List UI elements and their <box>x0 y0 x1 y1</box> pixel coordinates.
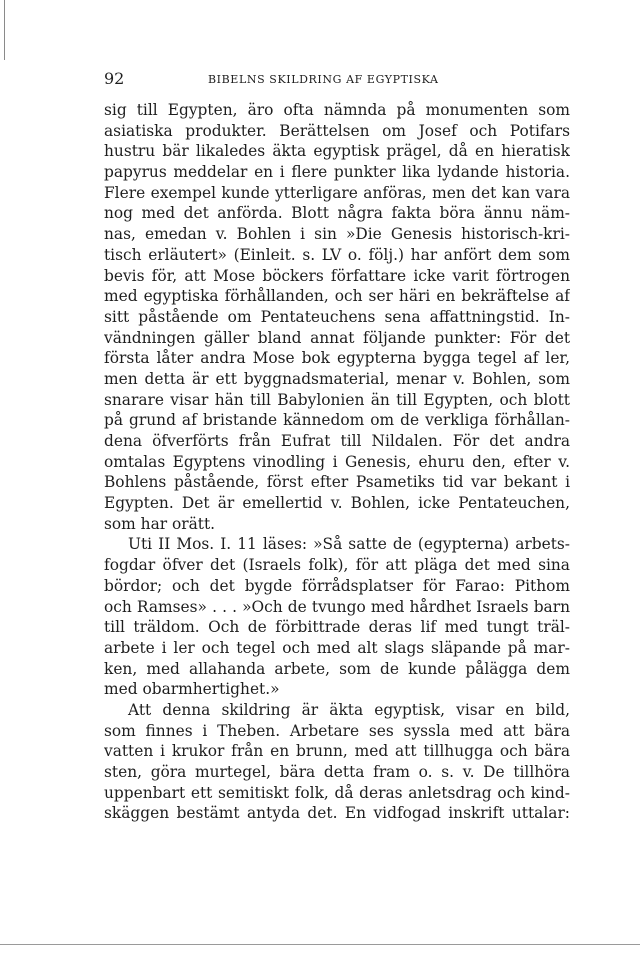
page-number: 92 <box>104 69 125 88</box>
body-text <box>104 100 570 824</box>
text-line: och Ramses» . . . »Och de tvungo med hårdhet Israels barn <box>104 597 570 616</box>
text-line: snarare visar hän till Babylonien än till Egypten, och blott <box>104 390 570 409</box>
text-line: nog med det anförda. Blott några fakta böra ännu näm- <box>104 204 570 223</box>
running-title: BIBELNS SKILDRING AF EGYPTISKA <box>208 73 439 86</box>
text-line: asiatiska produkter. Berättelsen om Josef och Potifars <box>104 121 570 140</box>
text-line: uppenbart ett semitiskt folk, då deras anletsdrag och kind- <box>104 783 570 802</box>
text-line: skäggen bestämt antyda det. En vidfogad inskrift uttalar: <box>104 804 570 823</box>
paragraph-end-line: med obarmhertighet.» <box>104 680 280 699</box>
scan-edge-line <box>4 0 5 60</box>
text-line: till träldom. Och de förbittrade deras lif med tungt träl- <box>104 618 570 637</box>
text-line: Bohlens påstående, först efter Psametiks tid var bekant i <box>104 473 570 492</box>
text-line: tisch erläutert» (Einleit. s. LV o. följ.) har anfört dem som <box>104 245 570 264</box>
text-line: sig till Egypten, äro ofta nämnda på monumenten som <box>104 101 570 119</box>
paragraph-first-line: Att denna skildring är äkta egyptisk, visar en bild, <box>128 700 570 719</box>
text-line: sitt påstående om Pentateuchens sena affattningstid. In- <box>104 307 570 326</box>
text-line: vändningen gäller bland annat följande punkter: För det <box>104 328 570 347</box>
text-line: nas, emedan v. Bohlen i sin »Die Genesis historisch-kri- <box>104 225 570 244</box>
text-line: bevis för, att Mose böckers författare icke varit förtrogen <box>104 266 570 285</box>
text-line: hustru bär likaledes äkta egyptisk prägel, då en hieratisk <box>104 142 570 161</box>
text-line: omtalas Egyptens vinodling i Genesis, ehuru den, efter v. <box>104 452 570 471</box>
text-line: på grund af bristande kännedom om de verkliga förhållan- <box>104 411 570 430</box>
scan-bottom-rule <box>0 944 640 945</box>
text-line: men detta är ett byggnadsmaterial, menar v. Bohlen, som <box>104 369 570 388</box>
text-line: med egyptiska förhållanden, och ser häri en bekräftelse af <box>104 287 570 306</box>
text-line: sten, göra murtegel, bära detta fram o. s. v. De tillhöra <box>104 763 570 781</box>
text-line: ken, med allahanda arbete, som de kunde pålägga dem <box>104 659 570 678</box>
text-line: arbete i ler och tegel och med alt slags släpande på mar- <box>104 638 570 657</box>
text-line: Flere exempel kunde ytterligare anföras, men det kan vara <box>104 183 570 202</box>
text-line: papyrus meddelar en i flere punkter lika lydande historia. <box>104 163 570 182</box>
text-line: Egypten. Det är emellertid v. Bohlen, icke Pentateuchen, <box>104 494 570 513</box>
text-line: bördor; och det bygde förrådsplatser för Farao: Pithom <box>104 576 570 595</box>
text-line: fogdar öfver det (Israels folk), för att pläga det med sina <box>104 556 570 575</box>
text-line: vatten i krukor från en brunn, med att tillhugga och bära <box>104 742 570 761</box>
text-line: dena öfverförts från Eufrat till Nildalen. För det andra <box>104 432 570 450</box>
text-line: första låter andra Mose bok egypterna bygga tegel af ler, <box>104 349 570 368</box>
paragraph-end-line: som har orätt. <box>104 514 216 533</box>
text-line: som finnes i Theben. Arbetare ses syssla med att bära <box>104 721 570 740</box>
paragraph-first-line: Uti II Mos. I. 11 läses: »Så satte de (egypterna) arbets- <box>128 535 570 554</box>
running-head <box>104 70 570 92</box>
